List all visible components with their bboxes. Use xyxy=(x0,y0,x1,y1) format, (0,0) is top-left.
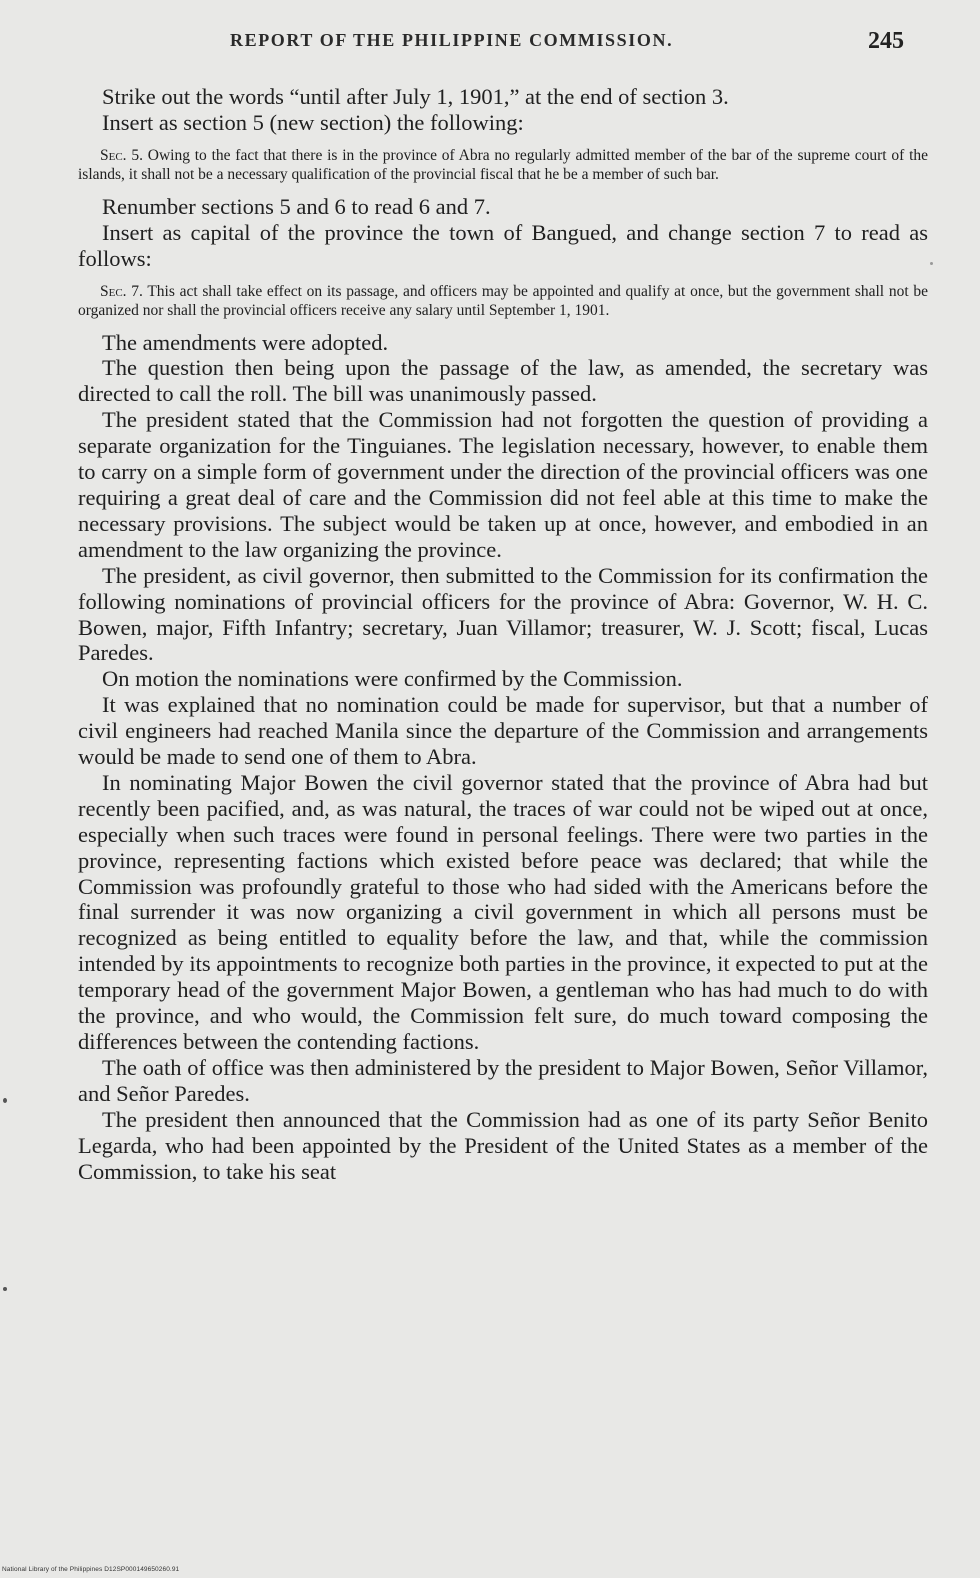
paragraph: It was explained that no nomination could be made for supervisor, but that a number of civil engineers had reached Manila since the departure of the Commission and arrangements would be made to send one of them to Abra. xyxy=(78,692,928,770)
paragraph: Strike out the words “until after July 1, 1901,” at the end of section 3. xyxy=(102,84,729,109)
paragraph: The question then being upon the passage of the law, as amended, the secretary was directed to call the roll. The bill was unanimously passed. xyxy=(78,355,928,407)
paragraph: Insert as capital of the province the town of Bangued, and change section 7 to read as follows: xyxy=(78,219,928,271)
section-text: Owing to the fact that there is in the province of Abra no regularly admitted member of the bar of the supreme court of the islands, it shall not be a necessary qualification of the provincial fiscal that he be a member of such bar. xyxy=(78,146,929,183)
running-header: REPORT OF THE PHILIPPINE COMMISSION. xyxy=(230,30,674,50)
paragraph: Renumber sections 5 and 6 to read 6 and 7. xyxy=(102,193,491,219)
scan-speck xyxy=(930,262,933,265)
paragraph: In nominating Major Bowen the civil governor stated that the province of Abra had but recently been pacified, and, as was natural, the traces of war could not be wiped out at once, especially when such traces were found in personal feelings. There were two parties in the province, representing factions which existed before peace was declared; that while the Commission was profoundly grateful to those who had sided with the Americans before the final surrender it was now organizing a civil government in which all persons must be recognized as being entitled to equality before the law, and that, while the commission intended by its appointments to recognize both parties in the province, it expected to put at the temporary head of the government Major Bowen, a gentleman who has had much to do with the province, and who would, the Commission felt sure, do much toward composing the differences between the contending factions. xyxy=(78,769,928,1054)
paragraph: The amendments were adopted. xyxy=(102,329,389,355)
paragraph: The president then announced that the Commission had as one of its party Señor Benito Legarda, who had been appointed by the President of the United States as a member of the Commission, to take his seat xyxy=(78,1106,928,1184)
section-label: Sec. 7. xyxy=(100,282,143,300)
section-quote xyxy=(78,282,928,320)
paragraph: The president stated that the Commission had not forgotten the question of providing a separate organization for the Tinguianes. The legislation necessary, however, to enable them to carry on a simple form of government under the direction of the provincial officers was one requiring a great deal of care and the Commission did not feel able at this time to make the necessary provisions. The subject would be taken up at once, however, and embodied in an amendment to the law organizing the province. xyxy=(78,407,928,562)
section-quote xyxy=(78,146,928,184)
scan-speck xyxy=(3,1287,7,1291)
section-text: This act shall take effect on its passage, and officers may be appointed and qualify at once, but the government shall not be organized nor shall the provincial officers receive any salary until September 1, 1901. xyxy=(78,282,928,319)
paragraph: Insert as section 5 (new section) the following: xyxy=(102,109,524,135)
scan-speck xyxy=(3,1098,7,1103)
page-number: 245 xyxy=(868,28,904,54)
section-label: Sec. 5. xyxy=(100,146,143,164)
paragraph: On motion the nominations were confirmed by the Commission. xyxy=(102,666,683,692)
body-text xyxy=(78,84,928,1184)
scan-credit: National Library of the Philippines D12SP000149650260.91 xyxy=(2,1566,180,1573)
paragraph: The oath of office was then administered by the president to Major Bowen, Señor Villamor, and Señor Paredes. xyxy=(78,1054,928,1106)
paragraph: The president, as civil governor, then submitted to the Commission for its confirmation the following nominations of provincial officers for the province of Abra: Governor, W. H. C. Bowen, major, Fifth Infantry; secretary, Juan Villamor; treasurer, W. J. Scott; fiscal, Lucas Paredes. xyxy=(78,562,928,666)
